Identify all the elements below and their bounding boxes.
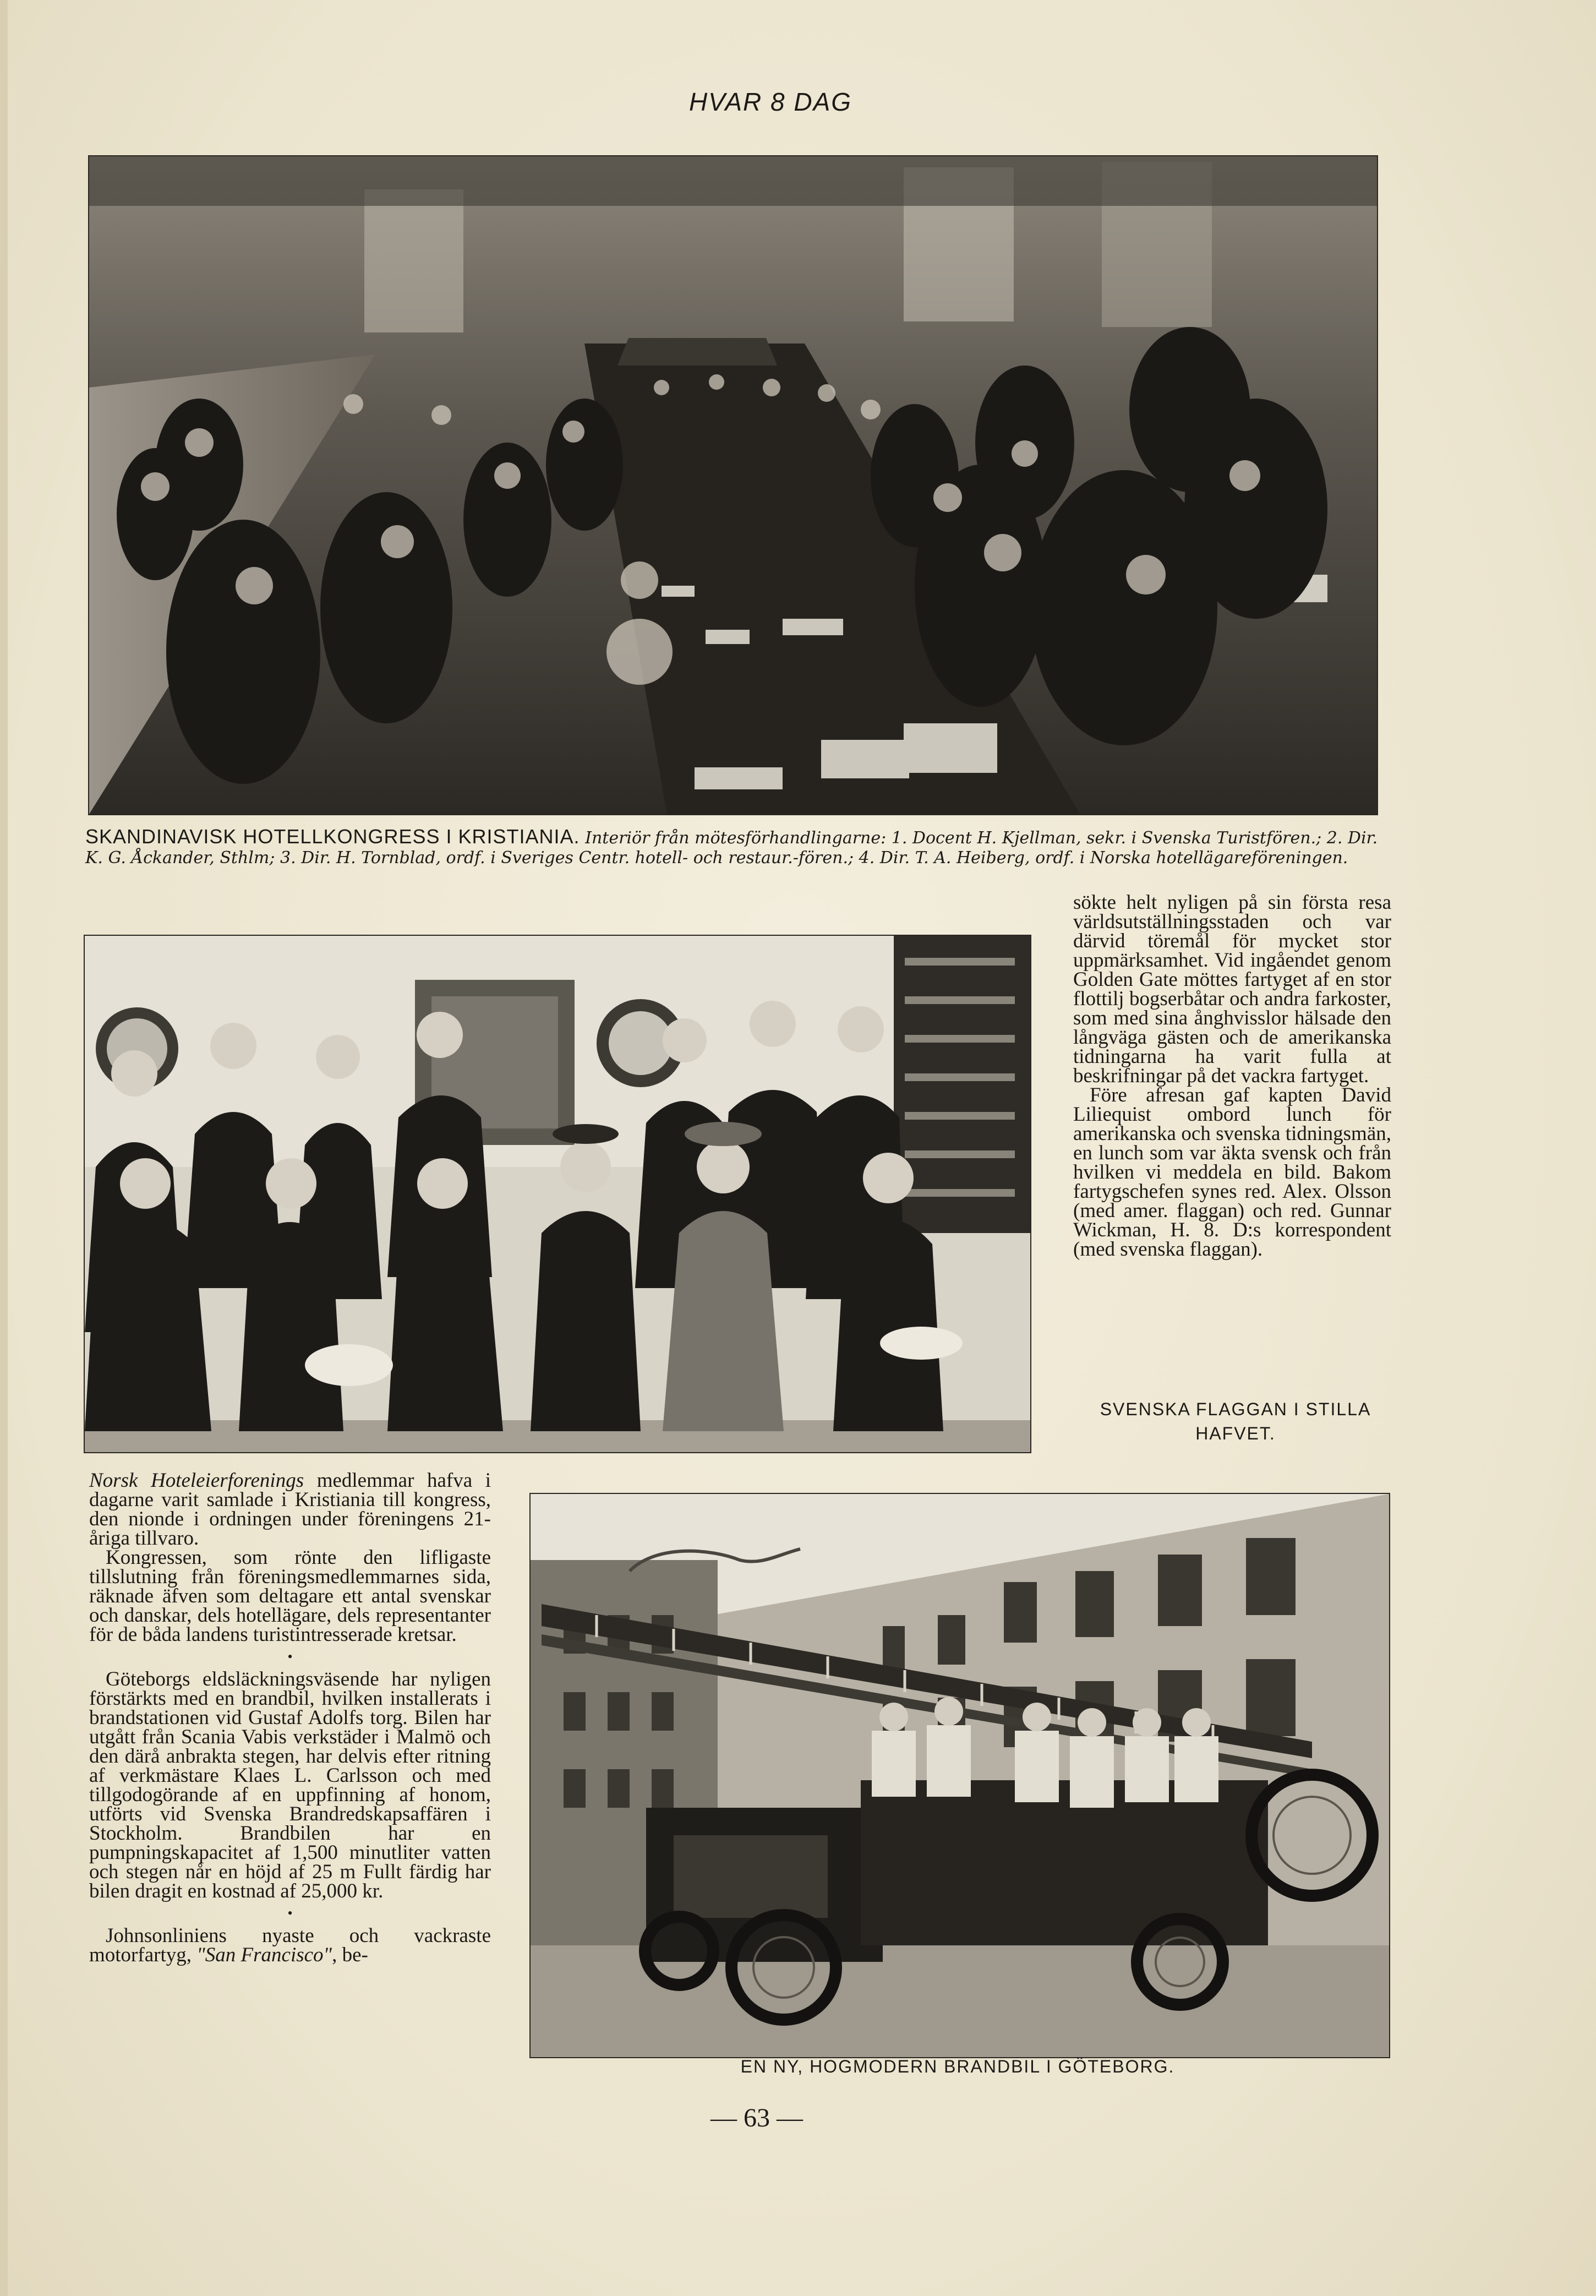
- fire-engine-caption: EN NY, HOGMODERN BRANDBIL I GÖTEBORG.: [740, 2057, 1175, 2076]
- association-name: Norsk Hoteleierforenings: [89, 1469, 304, 1492]
- congress-photo: [88, 155, 1378, 815]
- fire-engine-paragraph: Göteborgs eldsläckningsväsende har nyligen förstärkts med en brandbil, hvilken installerats i brandstationen vid Gustaf Adolfs torg. Bilen har utgått från Scania Vabis verkstäder i Malmö och den därå anbrakta stegen, har delvis efter ritning af verkmästare Klaes L. Carlsson och med tillgodogörande af en uppfinning af honom, utförts vid Svenska Brandredskapsaffären i Stockholm. Brandbilen har en pumpningskapacitet af 1,500 minutliter vatten och stegen når en höjd af 25 m Fullt färdig har bilen dragit en kostnad af 25,000 kr.: [89, 1668, 491, 1902]
- ship-article-column: [1073, 893, 1391, 1259]
- johnson-line-continuation: , be-: [332, 1944, 368, 1966]
- ship-photo-caption: SVENSKA FLAGGAN I STILLA HAFVET.: [1100, 1399, 1371, 1443]
- hotel-association-paragraph: [89, 1471, 491, 1548]
- fire-engine-photo-illustration: [531, 1494, 1389, 2057]
- news-column: [89, 1471, 491, 1965]
- congress-caption-lead: SKANDINAVISK HOTELLKONGRESS I KRISTIANIA.: [85, 825, 580, 848]
- congress-caption: [85, 827, 1390, 868]
- ship-group-photo: [84, 935, 1031, 1453]
- congress-paragraph: Kongressen, som rönte den lifligaste tillslutning från föreningsmedlemmarnes sida, räknade äfven som deltagare ett antal svenskar och danskar, dels hotellägare, dels representanter för de båda landens turistintresserade kretsar.: [89, 1546, 491, 1646]
- congress-photo-illustration: [89, 156, 1377, 814]
- ship-article-paragraph-1: sökte helt nyligen på sin första resa världsutställningsstaden och var därvid töremål för mycket stor uppmärksamhet. Vid ingåendet genom Golden Gate möttes fartyget af en stor flottilj bogserbåtar och andra farkoster, som med sina ånghvisslor hälsade den långväga gästen och de amerikanska tidningarna ha varit fulla at beskrifningar på det vackra fartyget.: [1073, 891, 1391, 1087]
- congress-caption-detail: Interiör från mötesförhandlingarne: 1. Docent H. Kjellman, sekr. i Svenska Turistfören.; 2. Dir. K. G. Åckander, Sthlm; 3. Dir. H. Tornblad, ordf. i Sveriges Centr. hotell- och restaur.-fören.; 4. Dir. T. A. Heiberg, ordf. i Norska hotellägareföreningen.: [85, 828, 1378, 868]
- running-title: HVAR 8 DAG: [688, 88, 852, 116]
- page-edge: [0, 0, 8, 2296]
- johnson-line-text: Johnsonliniens nyaste och vackraste motorfartyg,: [89, 1924, 491, 1966]
- page-number: — 63 —: [710, 2103, 803, 2133]
- ship-group-photo-illustration: [85, 936, 1030, 1452]
- ship-name: "San Francisco": [196, 1944, 332, 1966]
- separator-bullet-2: •: [287, 1905, 293, 1921]
- association-text: medlemmar hafva i dagarne varit samlade i Kristiania till kongress, den nionde i ordningen under föreningens 21-åriga tillvaro.: [89, 1469, 491, 1550]
- fire-engine-photo: [529, 1493, 1390, 2058]
- ship-article-paragraph-2: Före afresan gaf kapten David Liliequist ombord lunch för amerikanska och svenska tidningsmän, en lunch som var äkta svensk och från hvilken vi meddela en bild. Bakom fartygschefen synes red. Alex. Olsson (med amer. flaggan) och red. Gunnar Wickman, H. 8. D:s korrespondent (med svenska flaggan).: [1073, 1084, 1391, 1261]
- separator-bullet-1: •: [287, 1649, 293, 1665]
- johnson-line-paragraph: [89, 1926, 491, 1965]
